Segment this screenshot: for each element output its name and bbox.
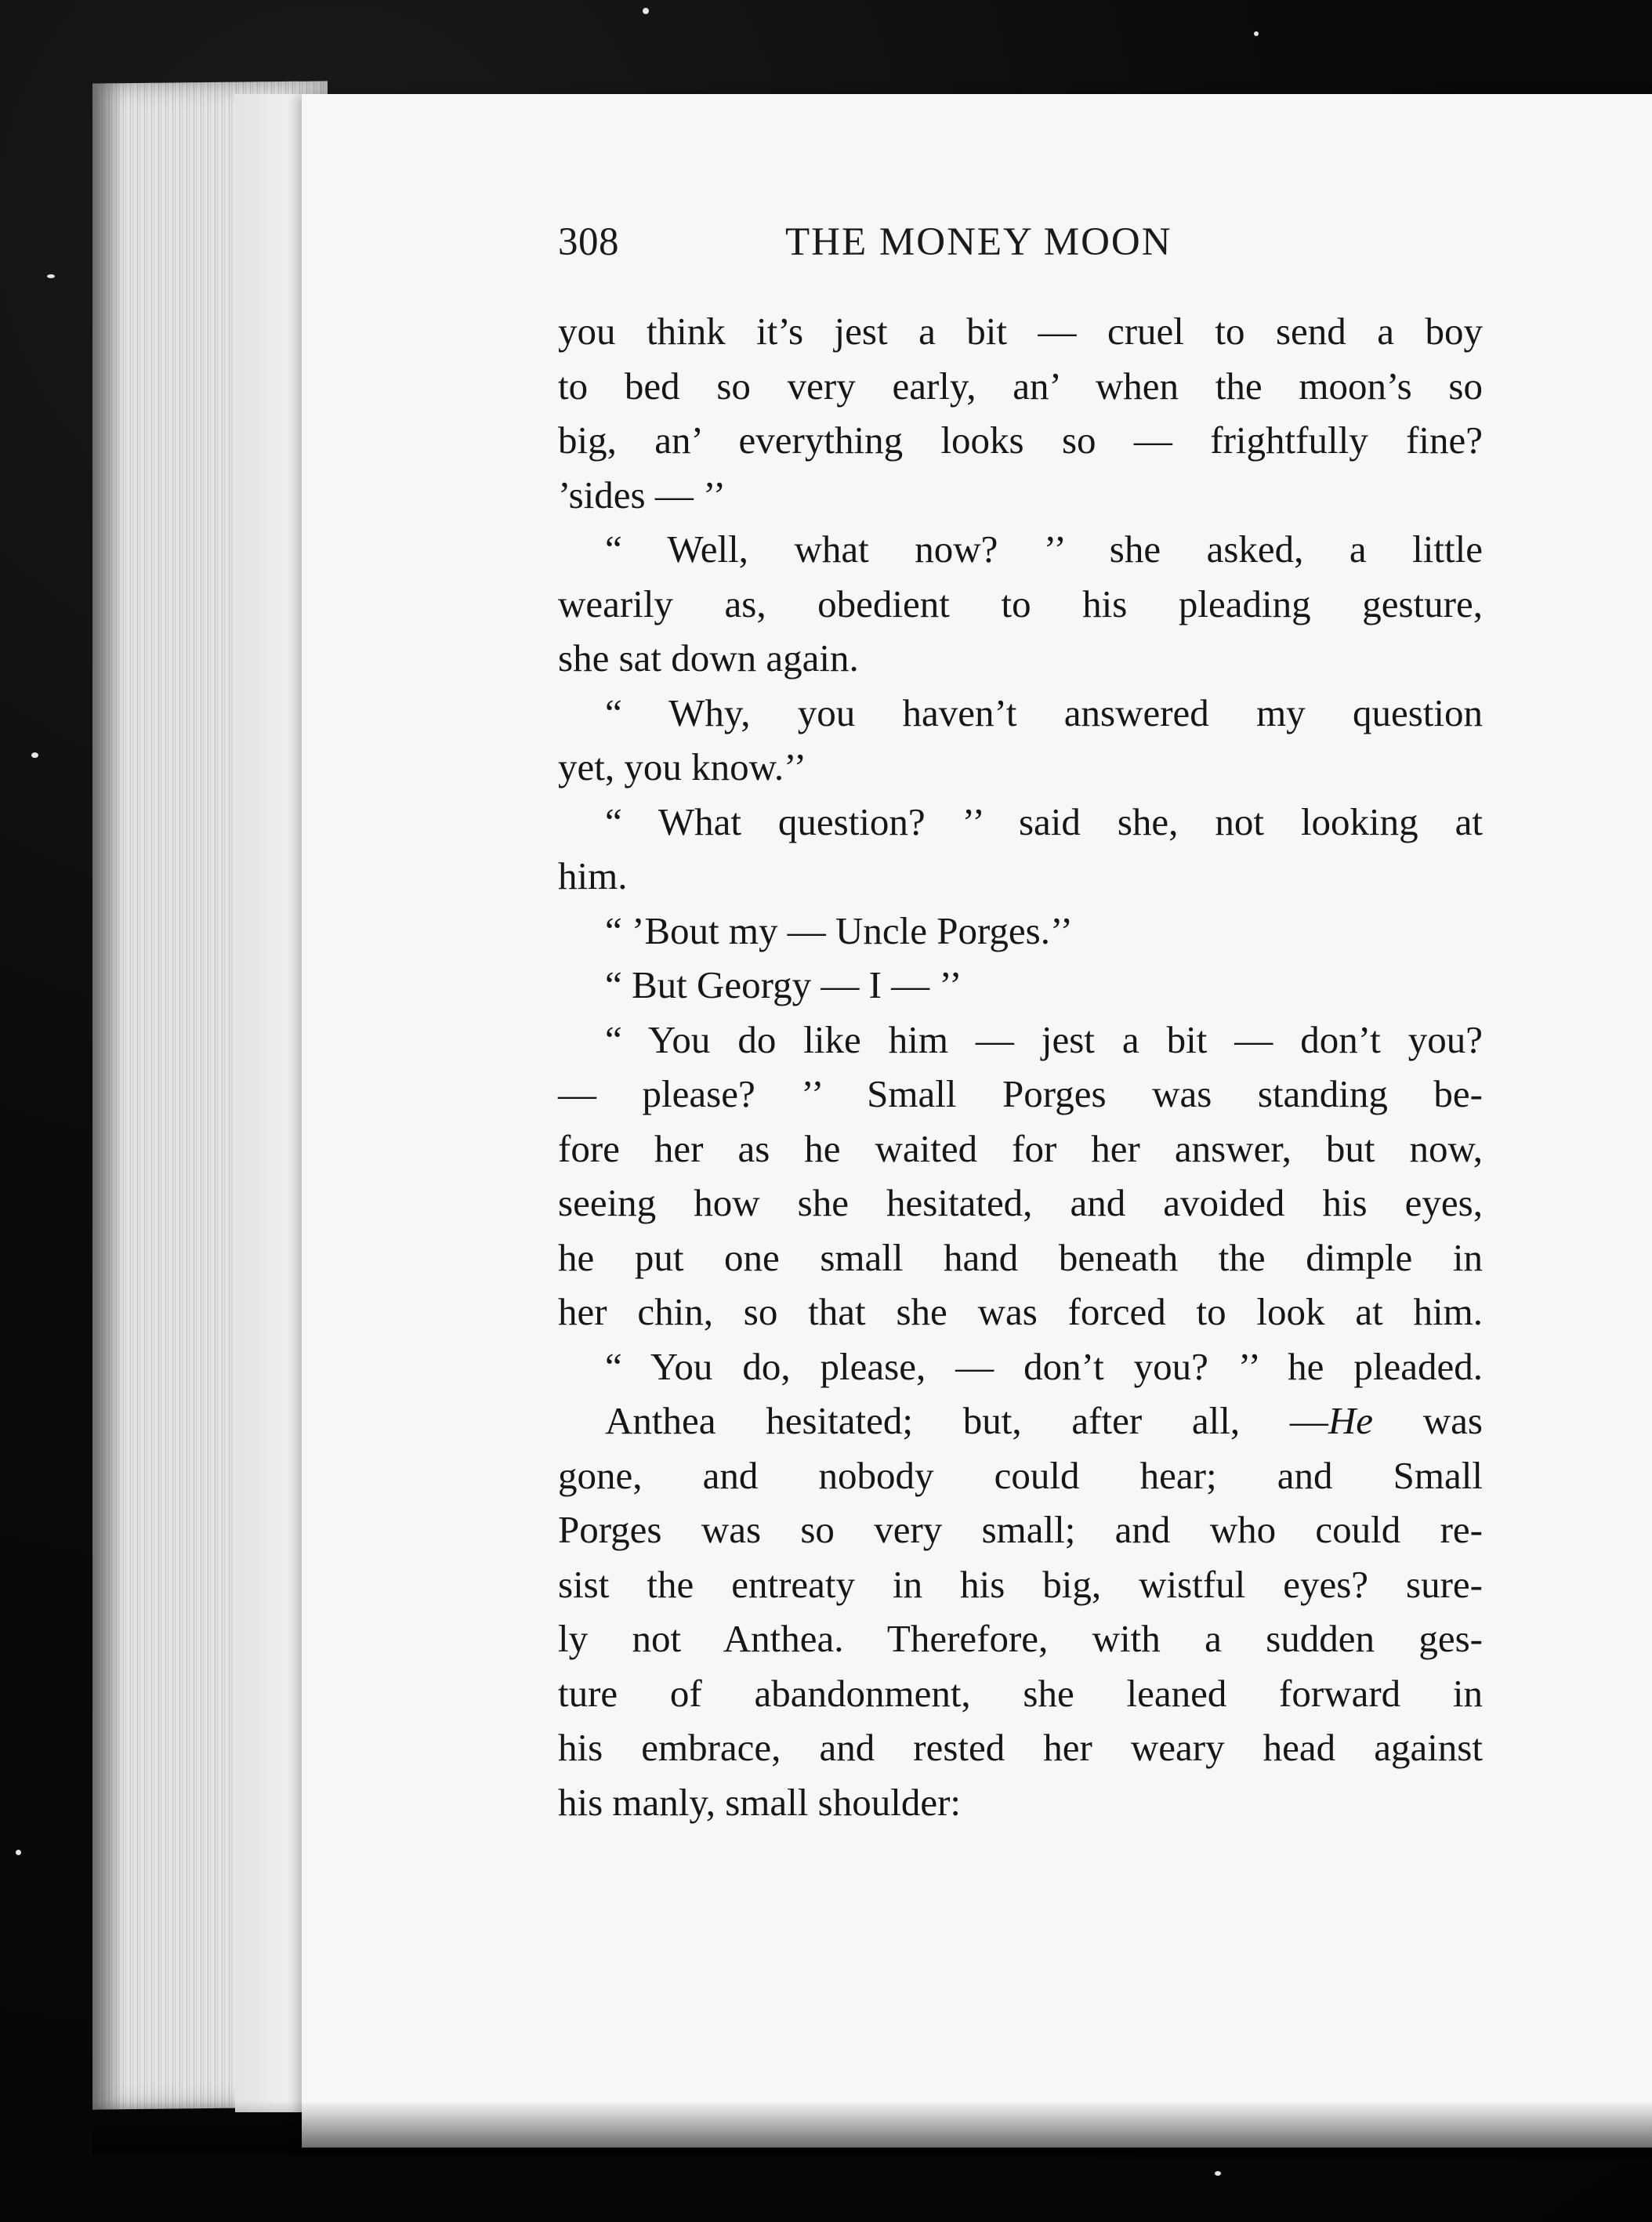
text-line: fore her as he waited for her answer, but now, bbox=[558, 1126, 1483, 1170]
text-line: you think it’s jest a bit — cruel to send a boy bbox=[558, 310, 1483, 353]
dust-speck bbox=[16, 1850, 21, 1855]
text-line: ly not Anthea. Therefore, with a sudden ges- bbox=[558, 1617, 1483, 1660]
text-line: “ You do like him — jest a bit — don’t you? bbox=[605, 1017, 1483, 1061]
text-line: big, an’ everything looks so — frightfully fine? bbox=[558, 419, 1483, 462]
body-text bbox=[558, 304, 1483, 1829]
text-line: her chin, so that she was forced to look at him. bbox=[558, 1290, 1483, 1333]
text-line: sist the entreaty in his big, wistful eyes? sure- bbox=[558, 1562, 1483, 1606]
text-line: to bed so very early, an’ when the moon’s so bbox=[558, 364, 1483, 408]
text-line: wearily as, obedient to his pleading gesture, bbox=[558, 582, 1483, 625]
book-page bbox=[302, 94, 1652, 2148]
text-line: seeing how she hesitated, and avoided his eyes, bbox=[558, 1181, 1483, 1224]
italic-word: He bbox=[1328, 1399, 1374, 1442]
text-line: his manly, small shoulder: bbox=[558, 1780, 961, 1824]
dust-speck bbox=[1215, 2171, 1221, 2176]
text-line: Porges was so very small; and who could re- bbox=[558, 1508, 1483, 1551]
text-line: yet, you know.’’ bbox=[558, 745, 807, 788]
dust-speck bbox=[643, 8, 649, 14]
text-line: she sat down again. bbox=[558, 636, 859, 680]
page-header bbox=[558, 219, 1577, 274]
page-number: 308 bbox=[558, 220, 619, 264]
text-line: “ Well, what now? ’’ she asked, a little bbox=[605, 527, 1483, 571]
text-line: “ ’Bout my — Uncle Porges.’’ bbox=[605, 908, 1073, 952]
text-fragment: Anthea hesitated; but, after all, — bbox=[605, 1399, 1328, 1442]
text-fragment: was bbox=[1373, 1399, 1483, 1442]
running-title: THE MONEY MOON bbox=[785, 220, 1172, 264]
text-line: “ But Georgy — I — ’’ bbox=[605, 963, 962, 1006]
text-line: gone, and nobody could hear; and Small bbox=[558, 1453, 1483, 1497]
text-line: ture of abandonment, she leaned forward in bbox=[558, 1671, 1483, 1715]
text-line: “ You do, please, — don’t you? ’’ he pleaded. bbox=[605, 1344, 1483, 1388]
text-line: — please? ’’ Small Porges was standing be- bbox=[558, 1072, 1483, 1115]
text-line: ’sides — ’’ bbox=[558, 473, 726, 517]
page-bottom-shadow bbox=[92, 2101, 1652, 2155]
text-line: “ What question? ’’ said she, not looking at bbox=[605, 799, 1483, 843]
text-line-with-italic bbox=[558, 1394, 1483, 1448]
dust-speck bbox=[31, 752, 38, 758]
text-line: he put one small hand beneath the dimple in bbox=[558, 1235, 1483, 1279]
text-line: “ Why, you haven’t answered my question bbox=[605, 691, 1483, 734]
dust-speck bbox=[1254, 31, 1259, 36]
text-line: him. bbox=[558, 854, 628, 897]
dust-speck bbox=[47, 274, 55, 278]
text-line: his embrace, and rested her weary head against bbox=[558, 1726, 1483, 1769]
